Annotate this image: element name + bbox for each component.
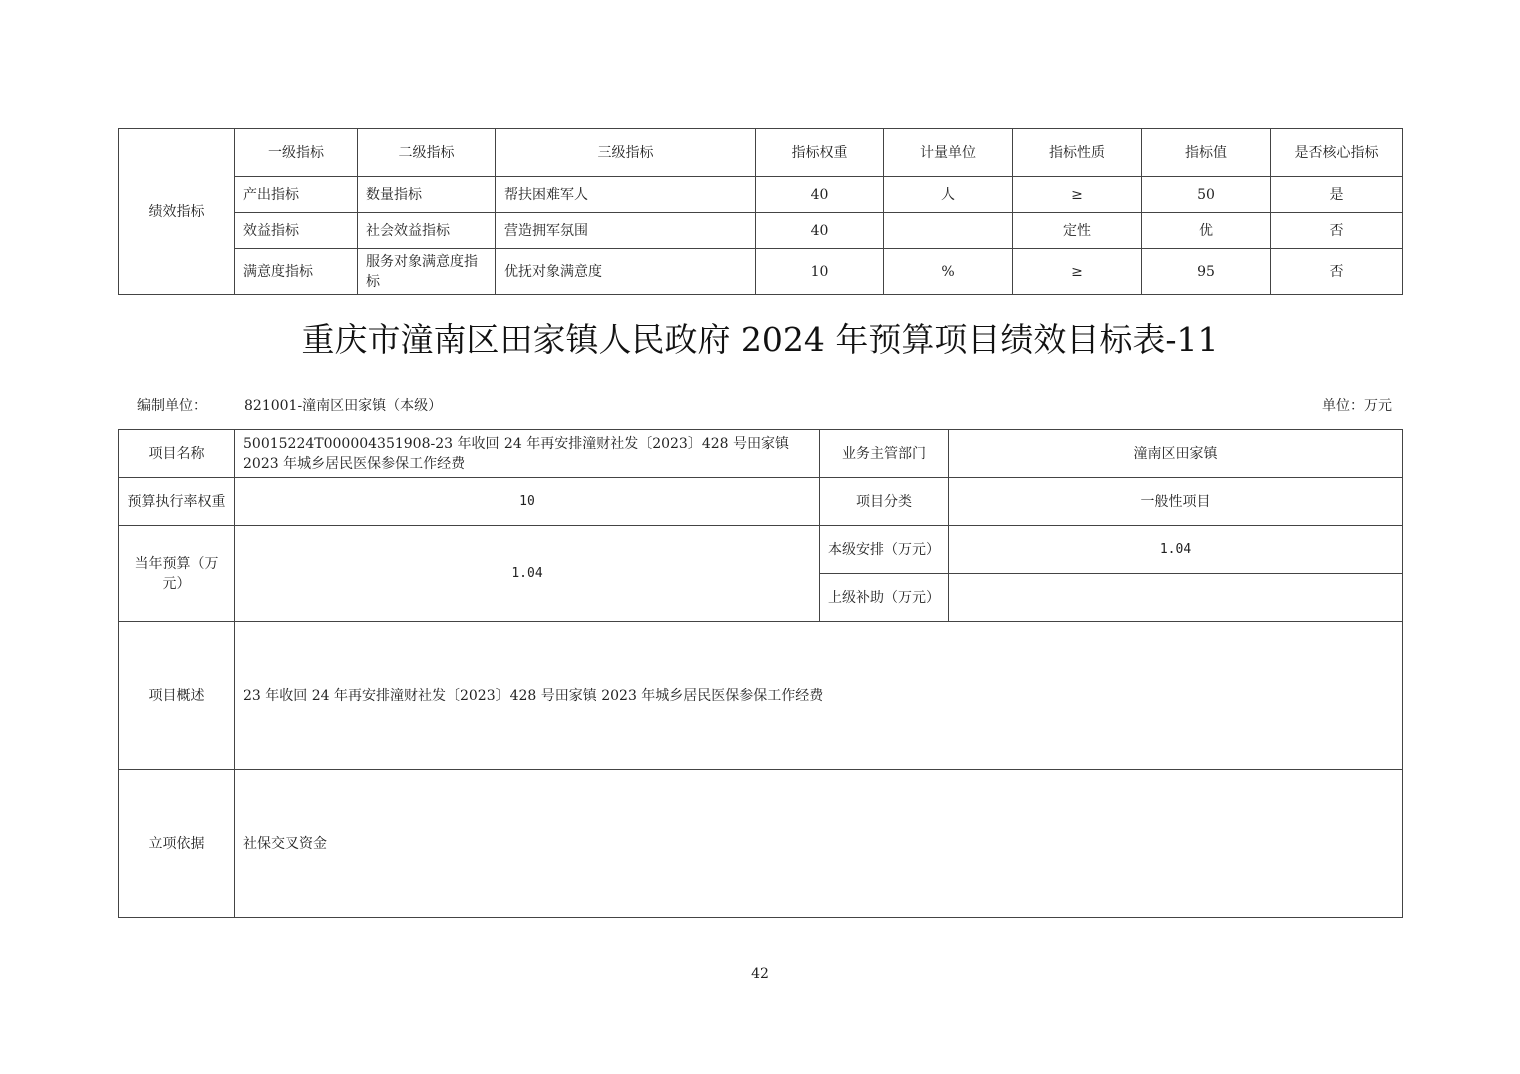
table-cell: 社会效益指标 [358,213,496,249]
table-cell: ≥ [1013,249,1142,295]
execution-weight-value: 10 [235,478,820,526]
category-label: 项目分类 [820,478,949,526]
table-row [119,213,1403,249]
annual-budget-label: 当年预算（万元） [119,526,235,622]
table-cell: 否 [1271,249,1403,295]
currency-unit: 单位：万元 [1322,398,1392,414]
basis-label: 立项依据 [119,770,235,918]
category-value: 一般性项目 [949,478,1403,526]
perf-group-label: 绩效指标 [119,129,235,295]
local-allocation-label: 本级安排（万元） [820,526,949,574]
superior-subsidy-label: 上级补助（万元） [820,574,949,622]
header-cell: 指标性质 [1013,129,1142,177]
compiling-unit-label: 编制单位： [137,398,207,414]
table-cell: 10 [756,249,884,295]
table-row [119,770,1403,918]
project-name-value: 50015224T000004351908-23 年收回 24 年再安排潼财社发〔2023〕428 号田家镇 2023 年城乡居民医保参保工作经费 [235,430,820,478]
performance-indicator-table [118,128,1403,295]
table-cell: 服务对象满意度指标 [358,249,496,295]
annual-budget-value: 1.04 [235,526,820,622]
header-cell: 计量单位 [884,129,1013,177]
project-name-label: 项目名称 [119,430,235,478]
page-number: 42 [751,966,769,982]
table-cell: 效益指标 [235,213,358,249]
header-cell: 是否核心指标 [1271,129,1403,177]
table-cell: ≥ [1013,177,1142,213]
department-value: 潼南区田家镇 [949,430,1403,478]
table-row [119,622,1403,770]
table-row [119,249,1403,295]
header-cell: 指标权重 [756,129,884,177]
header-cell: 指标值 [1142,129,1271,177]
table-row [119,177,1403,213]
table-cell: 优 [1142,213,1271,249]
table-cell: 产出指标 [235,177,358,213]
table-cell: 帮扶困难军人 [496,177,756,213]
overview-value: 23 年收回 24 年再安排潼财社发〔2023〕428 号田家镇 2023 年城乡居民医保参保工作经费 [235,622,1403,770]
table-cell [884,213,1013,249]
local-allocation-value: 1.04 [949,526,1403,574]
basis-value: 社保交叉资金 [235,770,1403,918]
table-cell: 40 [756,213,884,249]
table-cell: 营造拥军氛围 [496,213,756,249]
project-info-table [118,429,1403,918]
table-row [119,526,1403,574]
table-cell: 优抚对象满意度 [496,249,756,295]
table-cell: 人 [884,177,1013,213]
header-cell: 三级指标 [496,129,756,177]
table-cell: 定性 [1013,213,1142,249]
table-cell: 40 [756,177,884,213]
table-row [119,478,1403,526]
page-title: 重庆市潼南区田家镇人民政府 2024 年预算项目绩效目标表-11 [301,320,1219,359]
table-row [119,430,1403,478]
compiling-unit-value: 821001-潼南区田家镇（本级） [244,398,443,414]
table-cell: 满意度指标 [235,249,358,295]
table-cell: 是 [1271,177,1403,213]
table-cell: 95 [1142,249,1271,295]
header-cell: 二级指标 [358,129,496,177]
table-cell: 50 [1142,177,1271,213]
table-cell: 数量指标 [358,177,496,213]
header-cell: 一级指标 [235,129,358,177]
table-cell: 否 [1271,213,1403,249]
table-header-row [119,129,1403,177]
department-label: 业务主管部门 [820,430,949,478]
overview-label: 项目概述 [119,622,235,770]
execution-weight-label: 预算执行率权重 [119,478,235,526]
table-cell: % [884,249,1013,295]
superior-subsidy-value [949,574,1403,622]
